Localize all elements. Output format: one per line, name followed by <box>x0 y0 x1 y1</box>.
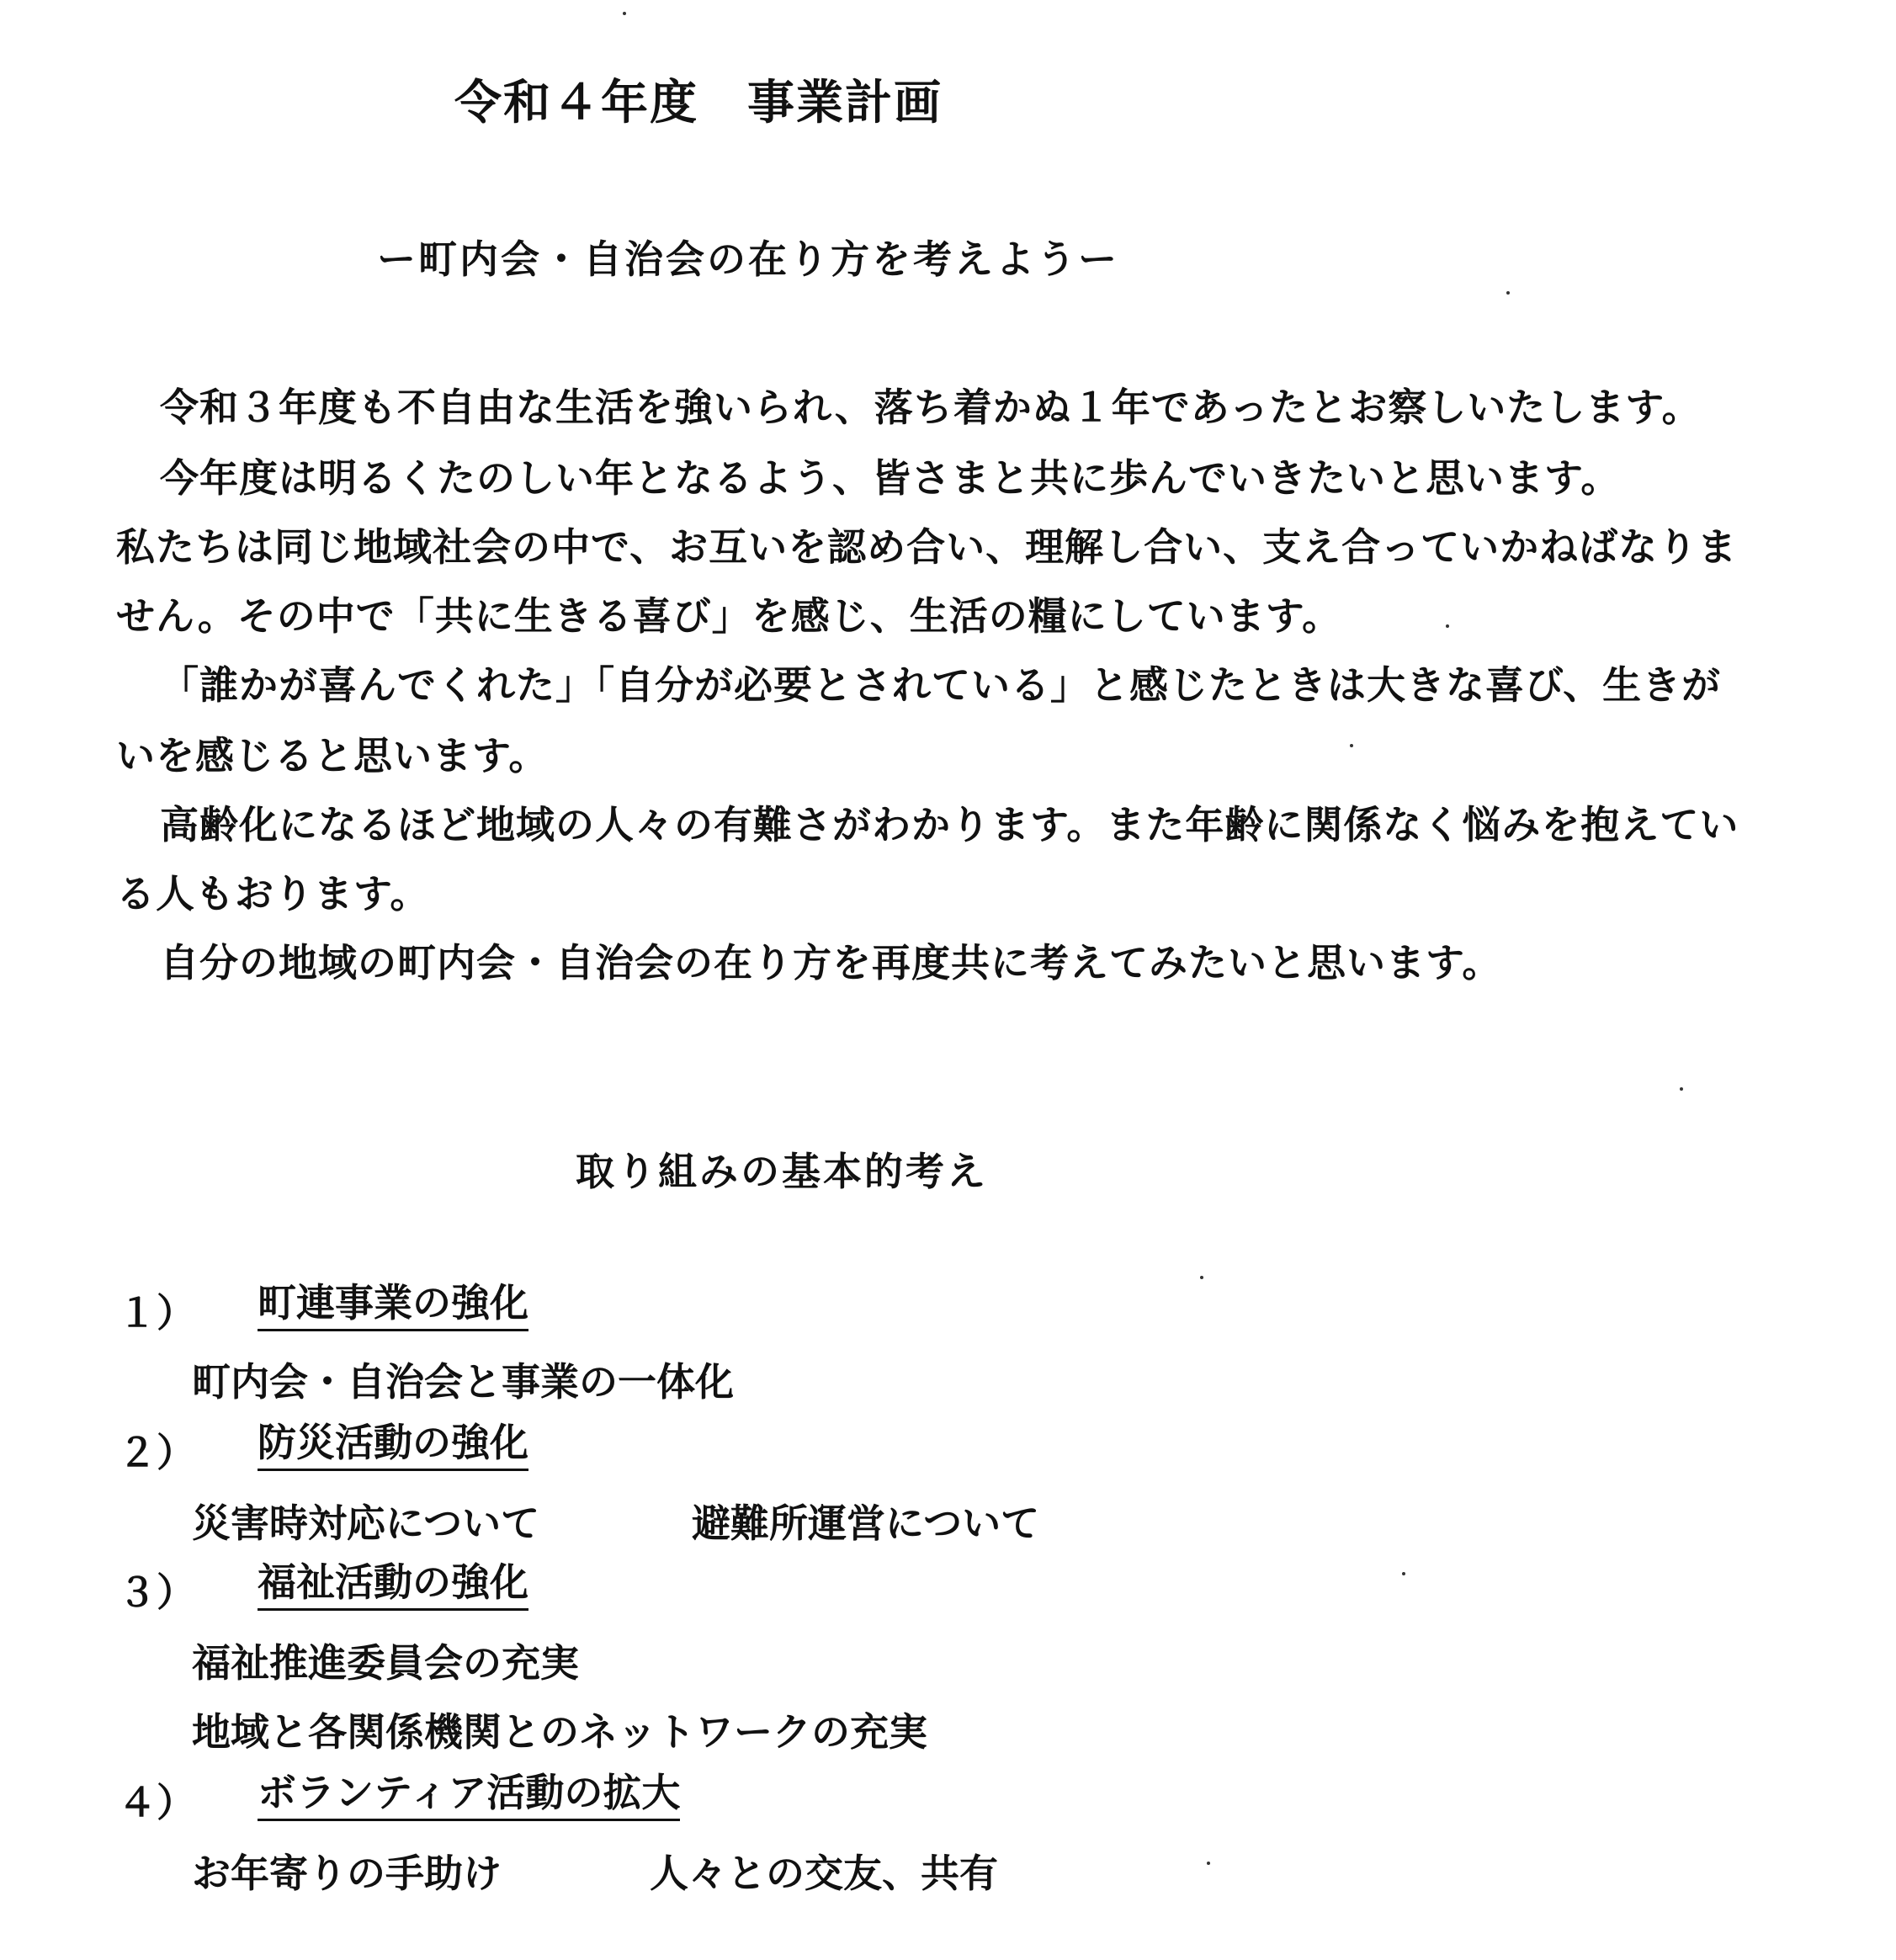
scan-speck <box>1207 1862 1210 1865</box>
scan-speck <box>1506 291 1510 295</box>
body-line-3: 私たちは同じ地域社会の中で、お互いを認め合い、理解し合い、支え合っていかねばなりま <box>116 524 1738 570</box>
item-2-detail-2: 避難所運営について <box>692 1501 1040 1546</box>
item-1-heading: 町連事業の強化 <box>258 1281 528 1331</box>
body-line-9: 自分の地域の町内会・自治会の在り方を再度共に考えてみたいと思います。 <box>160 940 1502 985</box>
scan-speck <box>1350 744 1353 747</box>
item-1-detail-1: 町内会・自治会と事業の一体化 <box>192 1359 734 1405</box>
document-title: 令和４年度 事業計画 <box>454 75 943 130</box>
item-3-detail-2: 地域と各関係機関とのネットワークの充実 <box>192 1709 927 1755</box>
item-2-detail-1: 災害時対応について <box>192 1501 540 1546</box>
scan-speck <box>1402 1572 1405 1575</box>
item-4-number: ４） <box>118 1780 195 1825</box>
item-1-number: １） <box>118 1290 195 1336</box>
item-4-detail-2: 人々との交友、共有 <box>650 1851 998 1896</box>
body-line-6: いを感じると思います。 <box>116 733 549 778</box>
item-3-detail-1: 福祉推進委員会の充実 <box>192 1640 579 1686</box>
scan-speck <box>1200 1276 1203 1279</box>
body-line-2: 今年度は明るくたのしい年となるよう、皆さまと共に歩んでいきたいと思います。 <box>160 455 1621 501</box>
body-line-1: 令和３年度も不自由な生活を強いられ、落ち着かぬ１年であったとお察しいたします。 <box>160 385 1702 430</box>
item-4-heading: ボランティア活動の拡大 <box>258 1771 680 1821</box>
item-2-heading: 防災活動の強化 <box>258 1421 528 1471</box>
scan-speck <box>1680 1087 1683 1091</box>
section-heading: 取り組みの基本的考え <box>576 1149 988 1194</box>
item-3-heading: 福祉活動の強化 <box>258 1560 528 1611</box>
body-line-8: る人もおります。 <box>116 871 430 916</box>
body-line-7: 高齢化になるほど地域の人々の有難さがわかります。また年齢に関係なく悩みを抱えてい <box>160 802 1739 847</box>
body-line-4: せん。その中で「共に生きる喜び」を感じ、生活の糧にしています。 <box>116 593 1342 639</box>
body-line-5: 「誰かが喜んでくれた」「自分が必要とされている」と感じたときは大きな喜び、生きが <box>160 662 1722 708</box>
item-4-detail-1: お年寄りの手助け <box>192 1851 502 1896</box>
item-3-number: ３） <box>118 1570 195 1615</box>
scan-speck <box>1446 624 1449 628</box>
document-subtitle: ー町内会・自治会の在り方を考えようー <box>377 236 1119 282</box>
item-2-number: ２） <box>118 1430 195 1475</box>
scan-speck <box>623 12 626 15</box>
